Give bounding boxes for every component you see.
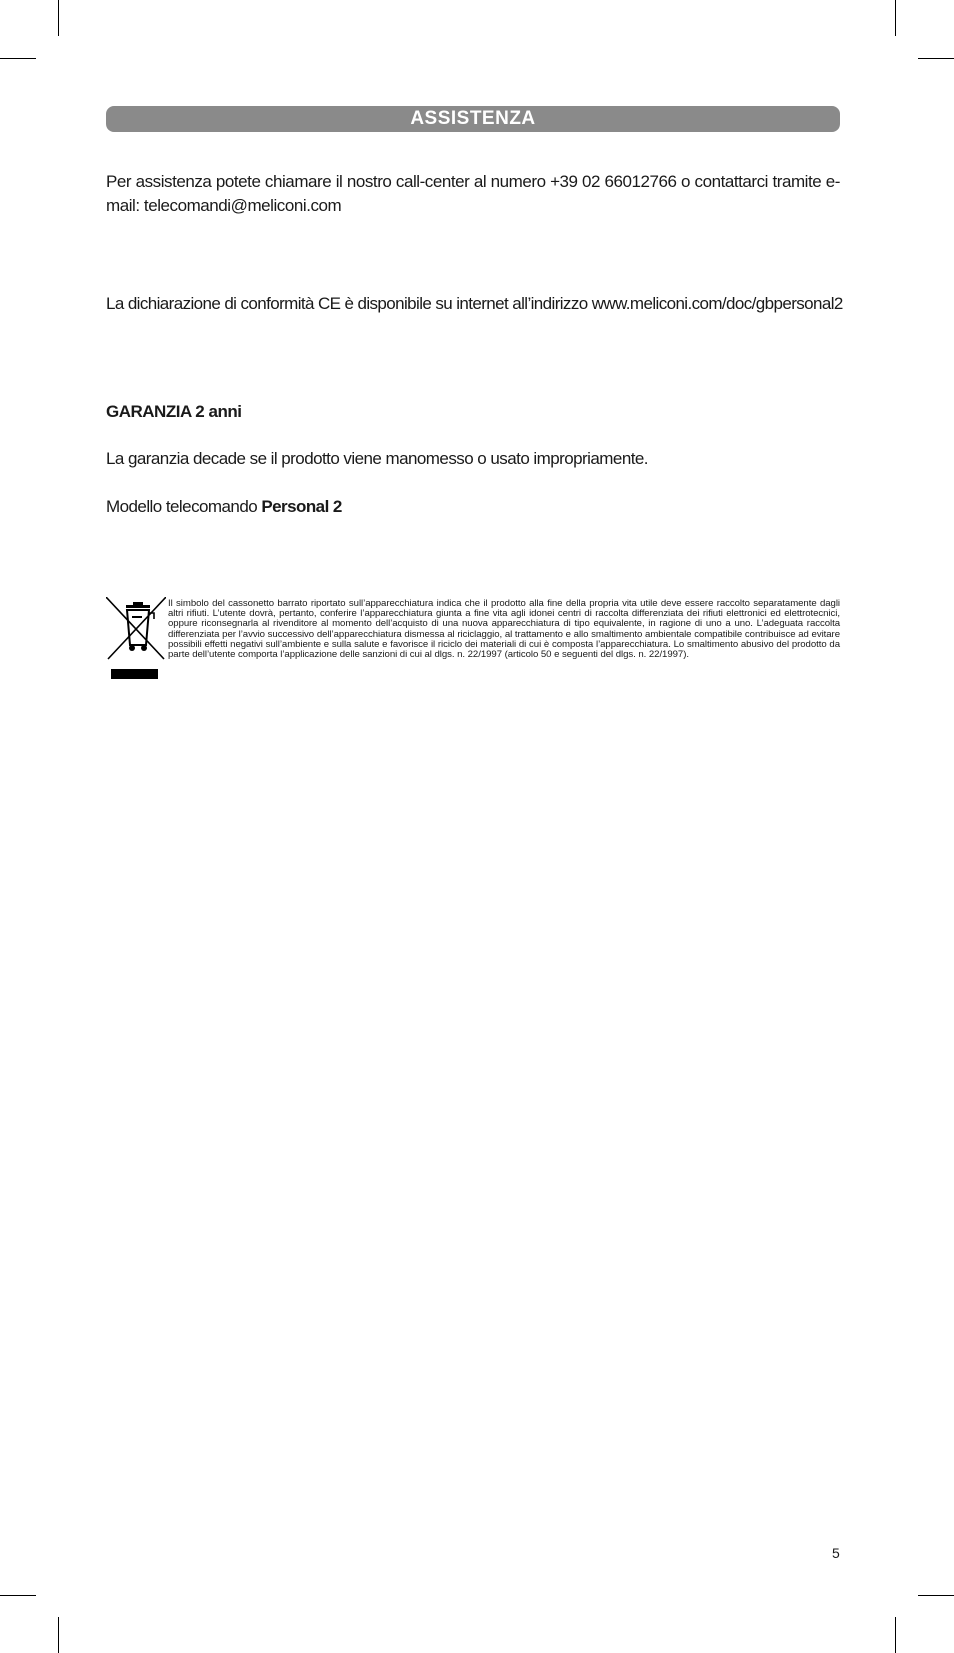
crop-mark-bottom-right-vertical xyxy=(895,1617,896,1653)
crossed-out-wheelie-bin-icon xyxy=(106,597,166,681)
section-header-bar xyxy=(106,106,840,132)
warranty-title: GARANZIA 2 anni xyxy=(106,402,242,421)
crop-mark-top-left-vertical xyxy=(58,0,59,36)
crop-mark-bottom-left-horizontal xyxy=(0,1595,36,1596)
warranty-paragraph: La garanzia decade se il prodotto viene manomesso o usato impropriamente. xyxy=(106,449,648,468)
assistance-paragraph: Per assistenza potete chiamare il nostro call-center al numero +39 02 66012766 o contattarci tramite e-mail: telecomandi@meliconi.com xyxy=(106,172,840,215)
crop-mark-top-right-horizontal xyxy=(918,58,954,59)
model-name: Personal 2 xyxy=(261,497,342,516)
section-title: ASSISTENZA xyxy=(410,108,536,129)
crop-mark-top-left-horizontal xyxy=(0,58,36,59)
weee-disposal-paragraph: Il simbolo del cassonetto barrato riportato sull’apparecchiatura indica che il prodotto alla fine della propria vita utile deve essere raccolto separatamente dagli altri rifiuti. L’utente dovrà, pertanto, conferire l’apparecchiatura giunta a fine vita agli idonei centri di raccolta differenziata dei rifiuti elettronici ed elettrotecnici, oppure riconsegnarla al rivenditore al momento dell’acquisto di una nuova apparecchiatura di tipo equivalente, in ragione di uno a uno. L’adeguata raccolta differenziata per l’avvio successivo dell’apparecchiatura dismessa al riciclaggio, al trattamento e allo smaltimento ambientale compatibile contribuisce ad evitare possibili effetti negativi sull’ambiente e sulla salute e favorisce il riciclo dei materiali di cui è composta l’apparecchiatura. Lo smaltimento abusivo del prodotto da parte dell’utente comporta l’applicazione delle sanzioni di cui al dlgs. n. 22/1997 (articolo 50 e seguenti del dlgs. n. 22/1997). xyxy=(168,598,840,661)
crop-mark-bottom-left-vertical xyxy=(58,1617,59,1653)
model-prefix: Modello telecomando xyxy=(106,497,262,516)
crop-mark-top-right-vertical xyxy=(895,0,896,36)
ce-declaration-paragraph: La dichiarazione di conformità CE è disponibile su internet all’indirizzo www.meliconi.com/doc/gbpersonal2 xyxy=(106,294,843,313)
model-line xyxy=(106,497,342,517)
page-number: 5 xyxy=(832,1545,840,1561)
crop-mark-bottom-right-horizontal xyxy=(918,1595,954,1596)
